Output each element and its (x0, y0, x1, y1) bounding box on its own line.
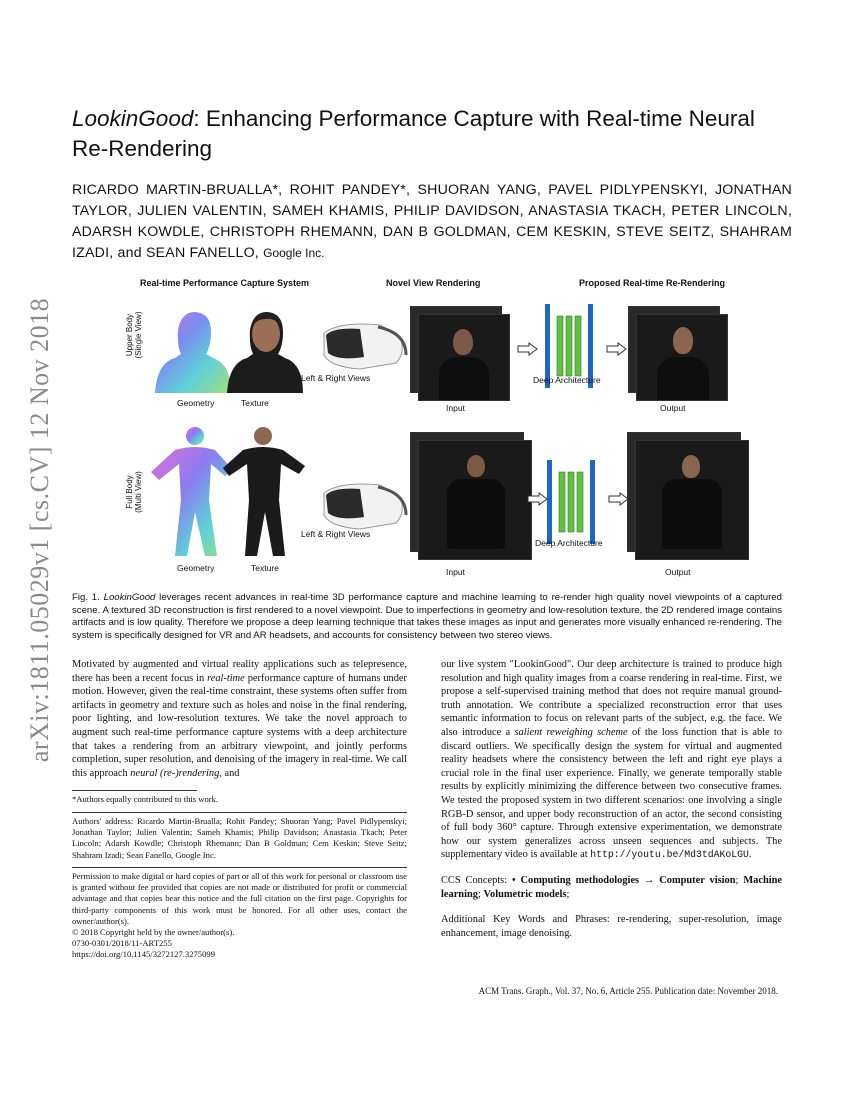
teaser-figure (115, 270, 795, 580)
arrow-icon (517, 342, 539, 356)
author-affiliation: Google Inc. (263, 246, 325, 260)
intro-text-b: performance capture of humans under motion. However, given the real-time constraint, these systems often suffer from artifacts in geometry and texture such as holes and noise in the final rendering, poor lighting, and low-resolution textures. We take the novel approach to augment such real-time performance capture systems with a deep architecture that takes a rendering from an arbitrary viewpoint, and jointly performs completion, super resolution, and denoising of the imagery in real-time. We call this approach (72, 672, 407, 779)
arch-label-full: Deep Architecture (535, 538, 603, 548)
geometry-upper-image (153, 308, 233, 393)
title-rest: : Enhancing Performance Capture with Real-time Neural Re-Rendering (72, 106, 755, 161)
texture-full-image (219, 420, 309, 560)
ccs-sep-1: ; (735, 874, 744, 886)
figure-header-rerendering: Proposed Real-time Re-Rendering (579, 278, 726, 288)
figure-header-novel-view: Novel View Rendering (386, 278, 481, 288)
texture-label-full: Texture (251, 563, 279, 573)
ccs-concepts (441, 874, 782, 901)
figure-header-capture: Real-time Performance Capture System (140, 278, 310, 288)
issn-text: 0730-0301/2018/11-ART255 (72, 938, 172, 949)
ccs-prefix: CCS Concepts: (441, 874, 512, 886)
vr-headset-icon (320, 475, 410, 535)
row-label-full-line2: (Multi View) (134, 471, 143, 513)
row-label-full-body (125, 452, 143, 532)
ccs-end: ; (566, 888, 570, 900)
caption-text: leverages recent advances in real-time 3D performance capture and machine learning to re-render high quality novel viewpoints of a captured scene. A textured 3D reconstruction is first rendered to a novel viewpoint. Due to imperfections in geometry and low-resolution texture, the 2D rendered image contains artifacts and is low quality. Therefore we propose a deep learning technique that takes these images as input and generates more visually enhanced re-rendering. The system is specifically designed for VR and AR headsets, and accounts for consistency between two stereo views. (72, 592, 782, 641)
figure-caption (72, 592, 782, 642)
body-right-column (441, 658, 782, 940)
views-label-full: Left & Right Views (301, 529, 371, 539)
intro-text-a: Motivated by augmented and virtual reality applications such as telepresence, there has been a recent focus in (72, 659, 407, 684)
caption-prefix: Fig. 1. (72, 592, 100, 603)
intro-paragraph (72, 658, 407, 780)
title-italic: LookinGood (72, 106, 194, 131)
geometry-label-upper: Geometry (177, 398, 215, 408)
input-frame-upper (418, 314, 510, 401)
output-label-full: Output (665, 567, 691, 577)
ccs-sep-2: ; (477, 888, 484, 900)
ccs-term-2: Machine learning (441, 874, 782, 900)
author-list (72, 180, 792, 264)
footnote-rule (72, 790, 197, 791)
address-rule (72, 812, 407, 813)
intro-italic-a: real-time (207, 672, 245, 684)
footnote-permission (72, 871, 407, 961)
permission-text: Permission to make digital or hard copies of part or all of this work for personal or classroom use is granted without fee provided that copies are not made or distributed for profit or commercial advantage and that copies bear this notice and the full citation on the first page. Copyrights for third-party components of this work must be honored. For all other uses, contact the owner/author(s). (72, 871, 407, 926)
body-left-column (72, 658, 407, 780)
contribution-paragraph (441, 658, 782, 862)
output-label-upper: Output (660, 403, 686, 413)
vr-headset-icon (320, 315, 410, 375)
author-names: RICARDO MARTIN-BRUALLA*, ROHIT PANDEY*, SHUORAN YANG, PAVEL PIDLYPENSKYI, JONATHAN TAYLOR, JULIEN VALENTIN, SAMEH KHAMIS, PHILIP DAVIDSON, ANASTASIA TKACH, PETER LINCOLN, ADARSH KOWDLE, CHRISTOPH RHEMANN, DAN B GOLDMAN, CEM KESKIN, STEVE SEITZ, SHAHRAM IZADI, and SEAN FANELLO, (72, 182, 792, 261)
copyright-text: © 2018 Copyright held by the owner/author(s). (72, 927, 235, 938)
contrib-italic: salient reweighing scheme (514, 726, 628, 738)
contrib-text-a: our live system "LookinGood". Our deep architecture is trained to produce high resolution and high quality images from a coarse rendering in real-time. First, we propose a self-supervised training method that does not require manual ground-truth annotation. We contribute a specialized reconstruction error that uses semantic information to focus on relevant parts of the subject, e.g. the face. We also introduce a (441, 659, 782, 738)
row-label-upper-line1: Upper Body (125, 313, 134, 357)
ccs-term-3: Volumetric models (483, 888, 567, 900)
arch-label-upper: Deep Architecture (533, 375, 601, 385)
doi-link[interactable]: https://doi.org/10.1145/3272127.3275099 (72, 949, 215, 960)
contrib-text-c: . (748, 849, 752, 861)
keywords: Additional Key Words and Phrases: re-rendering, super-resolution, image enhancement, image denoising. (441, 914, 782, 939)
intro-italic-b: neural (re-)rendering (130, 767, 220, 779)
input-label-full: Input (446, 567, 465, 577)
caption-italic: LookinGood (103, 592, 156, 603)
row-label-full-line1: Full Body (125, 475, 134, 509)
texture-label-upper: Texture (241, 398, 269, 408)
intro-text-c: , and (219, 767, 240, 779)
output-frame-full (635, 440, 749, 560)
input-label-upper: Input (446, 403, 465, 413)
texture-upper-image (225, 308, 305, 393)
row-label-upper-body (125, 295, 143, 375)
paper-title (72, 104, 792, 164)
output-frame-upper (636, 314, 728, 401)
footnote-equal-contribution: *Authors equally contributed to this work. (72, 794, 219, 804)
geometry-label-full: Geometry (177, 563, 215, 573)
row-label-upper-line2: (Single View) (134, 311, 143, 359)
journal-footer: ACM Trans. Graph., Vol. 37, No. 6, Article 255. Publication date: November 2018. (478, 986, 778, 996)
arxiv-stamp-text: arXiv:1811.05029v1 [cs.CV] 12 Nov 2018 (25, 297, 54, 763)
permission-rule (72, 867, 407, 868)
input-frame-full (418, 440, 532, 560)
video-url-link[interactable]: http://youtu.be/Md3tdAKoLGU (590, 849, 749, 861)
deep-architecture-diagram-full (545, 460, 605, 545)
ccs-term-1: • Computing methodologies → Computer vision (511, 874, 736, 886)
views-label-upper: Left & Right Views (301, 373, 371, 383)
arrow-icon (606, 342, 628, 356)
footnote-address: Authors' address: Ricardo Martin-Brualla; Rohit Pandey; Shuoran Yang; Pavel Pidlypenskyi; Jonathan Taylor; Julien Valentin; Sameh Khamis; Philip Davidson; Anastasia Tkach; Peter Lincoln; Adarsh Kowdle; Christoph Rhemann; Dan B Goldman; Cem Keskin; Steve Seitz; Shahram Izadi; Sean Fanello, Google Inc. (72, 816, 407, 860)
arxiv-side-stamp (20, 280, 60, 780)
contrib-text-b: of the loss function that is able to discard outliers. We specifically design the system for virtual and augmented reality headsets where the consistency between the left and right eye plays a crucial role in the final user experience. Finally, we generate temporally stable results by explicitly minimizing the difference between two consecutive frames. We tested the proposed system in two different scenarios: one involving a single RGB-D sensor, and upper body reconstruction of an actor, the second consisting of full body 360° capture. Through extensive experimentation, we demonstrate how our system generalizes across unseen sequences and subjects. The supplementary video is available at (441, 726, 783, 861)
